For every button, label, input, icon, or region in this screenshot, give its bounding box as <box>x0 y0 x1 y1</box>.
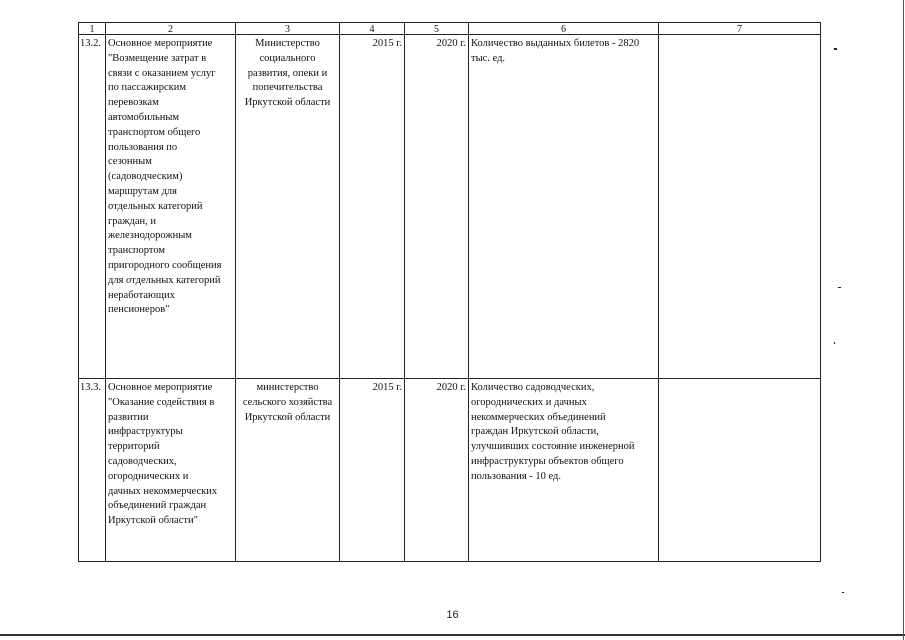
table-row <box>79 35 821 379</box>
row-number: 13.2. <box>79 35 106 379</box>
activities-table <box>78 22 821 562</box>
event-name: Основное мероприятие "Возмещение затрат в связи с оказанием услуг по пассажирским перевозкам автомобильным транспортом общего пользования по сезонным (садоводческим) маршрутам для отдельных категорий граждан, и железнодорожным транспортом пригородного сообщения для отдельных категорий неработающих пенсионеров" <box>106 35 236 379</box>
end-year: 2020 г. <box>405 35 469 379</box>
scan-speck <box>834 342 835 344</box>
row-number: 13.3. <box>79 379 106 562</box>
table-row <box>79 379 821 562</box>
event-name: Основное мероприятие "Оказание содействия в развитии инфраструктуры территорий садоводческих, огороднических и дачных некоммерческих объединений граждан Иркутской области" <box>106 379 236 562</box>
column-number-1: 1 <box>79 23 106 35</box>
column-7-cell <box>659 35 821 379</box>
page-edge-bottom <box>0 634 905 636</box>
page-number: 16 <box>446 609 459 621</box>
column-number-row <box>79 23 821 35</box>
end-year: 2020 г. <box>405 379 469 562</box>
column-7-cell <box>659 379 821 562</box>
start-year: 2015 г. <box>340 379 405 562</box>
column-number-4: 4 <box>340 23 405 35</box>
column-number-3: 3 <box>236 23 340 35</box>
column-number-7: 7 <box>659 23 821 35</box>
column-number-5: 5 <box>405 23 469 35</box>
scan-speck <box>842 592 844 593</box>
expected-result: Количество садоводческих, огороднических и дачных некоммерческих объединений граждан Иркутской области, улучшивших состояние инженерной инфраструктуры объектов общего пользования - 10 ед. <box>469 379 659 562</box>
start-year: 2015 г. <box>340 35 405 379</box>
executor: Министерство социального развития, опеки и попечительства Иркутской области <box>236 35 340 379</box>
page-edge-right <box>903 0 904 640</box>
executor: министерство сельского хозяйства Иркутской области <box>236 379 340 562</box>
scan-speck <box>838 287 841 288</box>
expected-result: Количество выданных билетов - 2820 тыс. ед. <box>469 35 659 379</box>
column-number-2: 2 <box>106 23 236 35</box>
scan-speck <box>834 48 837 50</box>
column-number-6: 6 <box>469 23 659 35</box>
